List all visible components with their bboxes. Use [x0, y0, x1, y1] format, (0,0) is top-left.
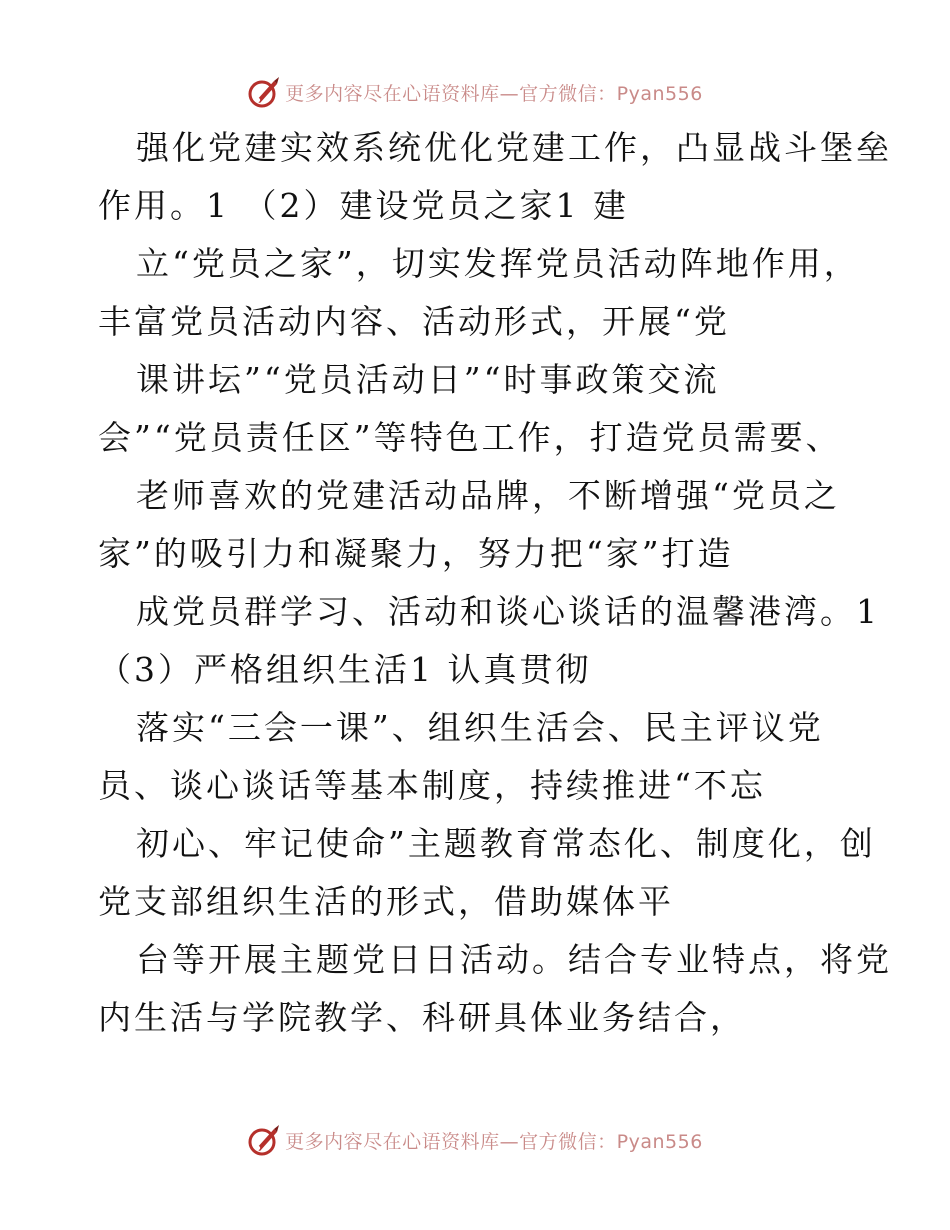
body-line: 强化党建实效系统优化党建工作，凸显战斗堡垒: [136, 128, 892, 167]
body-line: 立“党员之家”，切实发挥党员活动阵地作用，: [136, 244, 860, 283]
body-line: 初心、牢记使命”主题教育常态化、制度化，创: [136, 824, 876, 863]
body-line: 党支部组织生活的形式，借助媒体平: [98, 882, 674, 921]
body-line: 员、谈心谈话等基本制度，持续推进“不忘: [98, 766, 766, 805]
body-line: （3）严格组织生活1 认真贯彻: [98, 650, 592, 689]
body-line: 老师喜欢的党建活动品牌，不断增强“党员之: [136, 476, 840, 515]
body-line: 课讲坛”“党员活动日”“时事政策交流: [136, 360, 720, 399]
body-line: 落实“三会一课”、组织生活会、民主评议党: [136, 708, 824, 747]
footer-watermark: [0, 1120, 950, 1160]
body-line: 会”“党员责任区”等特色工作，打造党员需要、: [98, 418, 842, 457]
body-line: 丰富党员活动内容、活动形式，开展“党: [98, 302, 730, 341]
quill-pen-icon: [247, 1123, 281, 1157]
body-line: 家”的吸引力和凝聚力，努力把“家”打造: [98, 534, 734, 573]
body-line: 内生活与学院教学、科研具体业务结合，: [98, 998, 746, 1037]
body-line: 成党员群学习、活动和谈心谈话的温馨港湾。1: [136, 592, 880, 631]
watermark-text: 更多内容尽在心语资料库—官方微信：Pyan556: [285, 82, 703, 105]
body-line: 作用。1 （2）建设党员之家1 建: [98, 186, 629, 225]
watermark-text: 更多内容尽在心语资料库—官方微信：Pyan556: [285, 1130, 703, 1153]
body-line: 台等开展主题党日日活动。结合专业特点，将党: [136, 940, 892, 979]
